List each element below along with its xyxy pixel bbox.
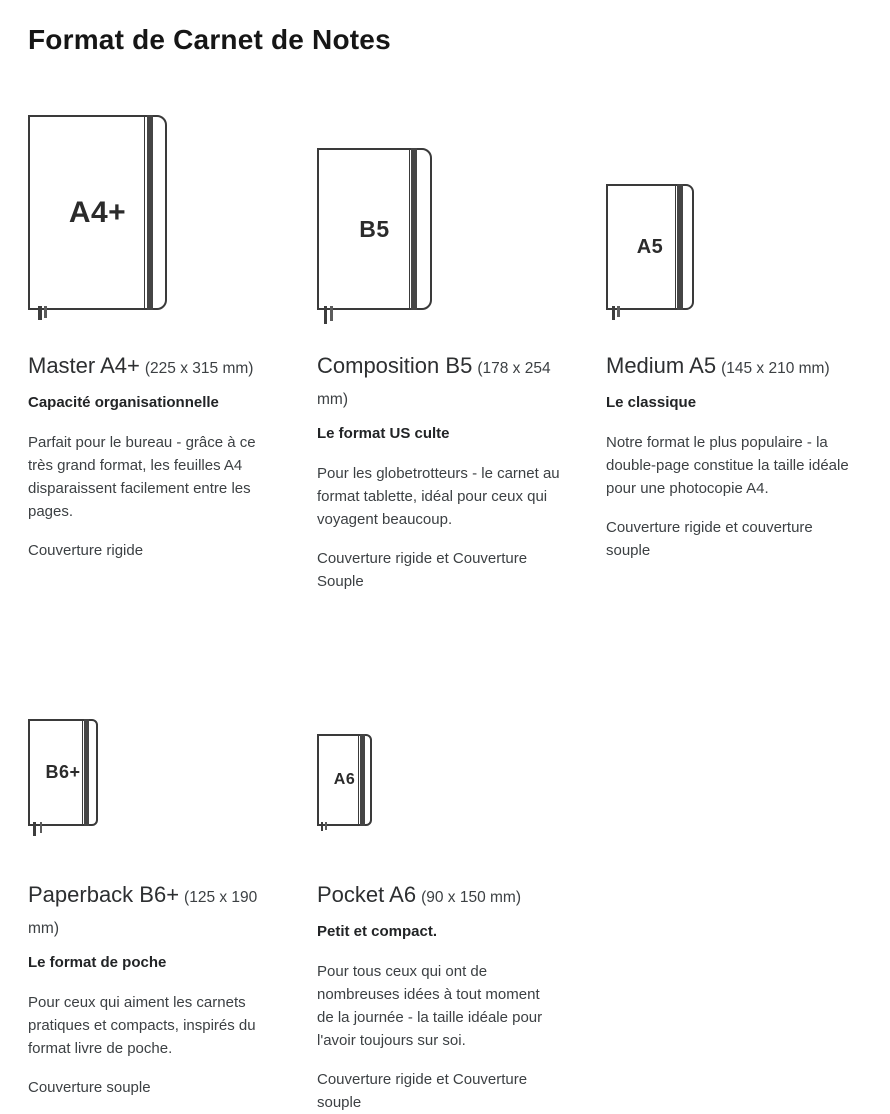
card-heading [317, 881, 562, 912]
notebook-card-composition-b5 [317, 90, 562, 593]
card-heading [317, 352, 562, 414]
card-tagline: Capacité organisationnelle [28, 394, 219, 411]
bookmark-ribbon-1 [324, 306, 327, 324]
card-description: Notre format le plus populaire - la double-page constitue la taille idéale pour une photocopie A4. [606, 434, 849, 497]
cover-edge-line [358, 734, 360, 826]
card-heading [28, 881, 273, 943]
card-covers: Couverture souple [28, 1079, 151, 1096]
card-tagline: Le format de poche [28, 954, 167, 971]
page-title: Format de Carnet de Notes [28, 24, 391, 55]
card-name: Paperback B6+ [28, 882, 180, 907]
card-tagline: Le format US culte [317, 425, 450, 442]
notebook-card-pocket-a6 [317, 676, 562, 1114]
notebook-cover-a6 [317, 734, 372, 826]
elastic-band [677, 184, 683, 310]
card-name: Pocket A6 [317, 882, 417, 907]
card-dimensions: (225 x 315 mm) [144, 360, 254, 377]
card-covers: Couverture rigide et couverture souple [606, 519, 813, 559]
formats-row-2 [28, 676, 890, 1114]
bookmark-ribbon-2 [40, 822, 43, 833]
card-covers: Couverture rigide et Couverture souple [317, 1071, 528, 1111]
elastic-band [84, 719, 89, 826]
card-covers: Couverture rigide [28, 542, 144, 559]
bookmark-ribbon-2 [44, 306, 47, 318]
notebook-cover-a5 [606, 184, 694, 310]
bookmark-ribbon-2 [325, 822, 328, 830]
notebook-label: B5 [359, 215, 390, 242]
formats-row-1 [28, 90, 890, 593]
card-description: Pour tous ceux qui ont de nombreuses idées à tout moment de la journée - la taille idéale pour l'avoir toujours sur soi. [317, 963, 543, 1049]
notebook-card-paperback-b6plus [28, 676, 273, 1099]
bookmark-ribbon-1 [38, 306, 42, 320]
card-heading [28, 352, 273, 383]
notebook-illustration [317, 90, 562, 310]
notebook-cover-a4plus [28, 115, 167, 310]
cover-edge-line [144, 115, 146, 310]
card-description: Parfait pour le bureau - grâce à ce très grand format, les feuilles A4 disparaissent facilement entre les pages. [28, 434, 256, 520]
notebook-cover-b6plus [28, 719, 98, 826]
card-tagline: Le classique [606, 394, 697, 411]
bookmark-ribbon-2 [330, 306, 333, 321]
card-description: Pour les globetrotteurs - le carnet au format tablette, idéal pour ceux qui voyagent beaucoup. [317, 465, 560, 528]
card-dimensions: (125 x 190 mm) [28, 889, 258, 937]
card-dimensions: (145 x 210 mm) [721, 360, 830, 377]
cover-edge-line [82, 719, 84, 826]
card-dimensions: (178 x 254 mm) [317, 360, 551, 408]
card-name: Master A4+ [28, 353, 140, 378]
notebook-illustration [606, 90, 851, 310]
card-dimensions: (90 x 150 mm) [421, 889, 521, 906]
notebook-label: A4+ [68, 195, 127, 229]
notebook-illustration [28, 90, 273, 310]
notebook-label: A5 [636, 235, 664, 258]
card-name: Medium A5 [606, 353, 717, 378]
notebook-illustration [28, 676, 273, 826]
notebook-label: A6 [333, 771, 356, 788]
card-description: Pour ceux qui aiment les carnets pratiques et compacts, inspirés du format livre de poche. [28, 994, 256, 1057]
cover-edge-line [675, 184, 677, 310]
cover-edge-line [409, 148, 411, 310]
card-heading [606, 352, 851, 383]
notebook-illustration [317, 676, 562, 826]
notebook-card-master-a4plus [28, 90, 273, 562]
elastic-band [411, 148, 417, 310]
elastic-band [360, 734, 365, 826]
bookmark-ribbon-1 [321, 822, 323, 831]
card-covers: Couverture rigide et Couverture Souple [317, 550, 528, 590]
notebook-card-medium-a5 [606, 90, 851, 562]
card-tagline: Petit et compact. [317, 923, 438, 940]
bookmark-ribbon-1 [612, 306, 615, 320]
bookmark-ribbon-1 [33, 822, 36, 836]
notebook-cover-b5 [317, 148, 432, 310]
bookmark-ribbon-2 [617, 306, 620, 317]
elastic-band [147, 115, 153, 310]
card-name: Composition B5 [317, 353, 473, 378]
notebook-label: B6+ [45, 762, 81, 782]
